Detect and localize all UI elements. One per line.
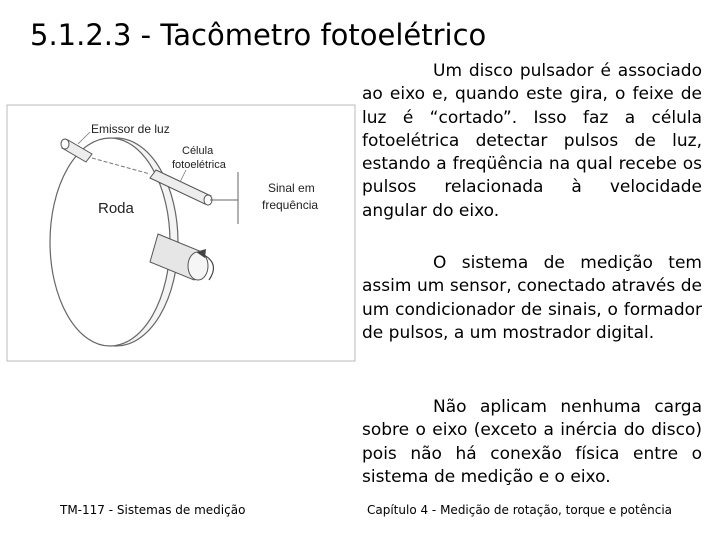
footer-chapter: Capítulo 4 - Medição de rotação, torque e potência: [367, 503, 673, 517]
paragraph-3-text: Não aplicam nenhuma carga sobre o eixo (exceto a inércia do disco) pois não há conexão física entre o sistema de medição e o eixo.: [362, 397, 702, 487]
emitter-label: Emissor de luz: [91, 122, 170, 136]
paragraph-2-text: O sistema de medição tem assim um sensor, conectado através de um condicionador de sinais, o formador de pulsos, a um mostrador digital.: [362, 253, 702, 343]
paragraph-1: [362, 60, 702, 223]
tachometer-illustration: [6, 104, 356, 362]
wheel-disk: [50, 138, 170, 346]
cell-label-line2: fotoelétrica: [172, 159, 226, 171]
paragraph-2: [362, 252, 702, 345]
footer-course: TM-117 - Sistemas de medição: [60, 503, 246, 517]
signal-label-line1: Sinal em: [268, 181, 315, 195]
page-title: 5.1.2.3 - Tacômetro fotoelétrico: [30, 18, 487, 52]
paragraph-3: [362, 396, 702, 489]
wheel-label: Roda: [98, 200, 134, 217]
signal-label-line2: frequência: [262, 198, 319, 212]
tachometer-diagram: [6, 104, 356, 362]
cell-label-line1: Célula: [182, 145, 214, 157]
paragraph-1-text: Um disco pulsador é associado ao eixo e, quando este gira, o feixe de luz é “cortado”. Isso faz a célula fotoelétrica detectar pulsos de luz, estando a freqüência na qual recebe os pulsos relacionada à velocidade angular do eixo.: [362, 61, 702, 221]
